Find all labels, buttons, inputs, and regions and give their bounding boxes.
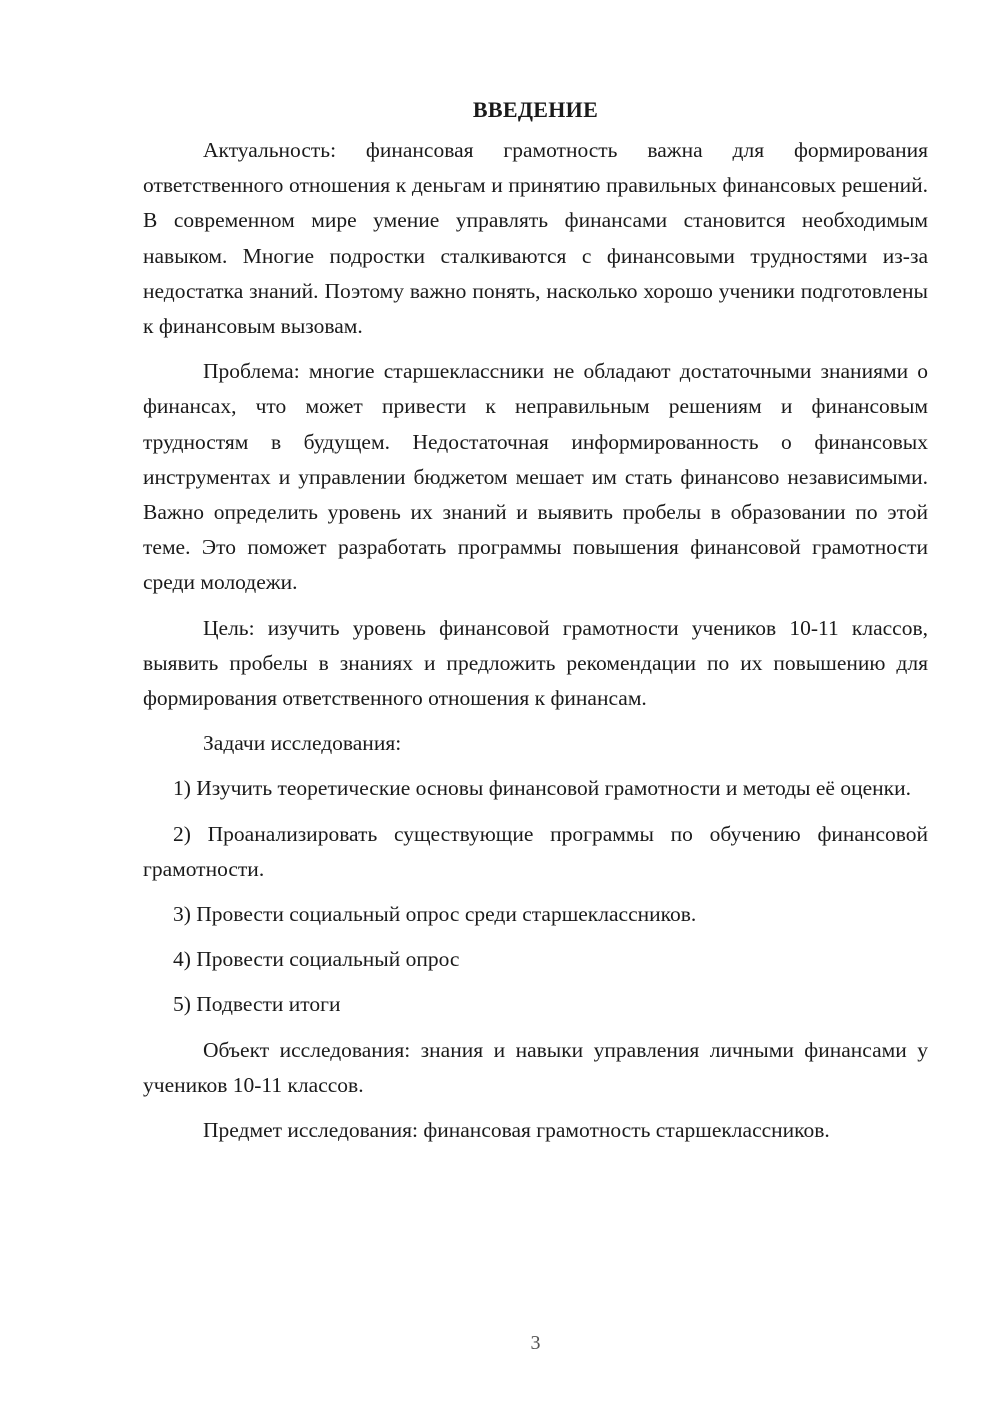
page-number: 3	[530, 1332, 541, 1354]
task-item-1: 1) Изучить теоретические основы финансовой грамотности и методы её оценки.	[173, 776, 911, 801]
task-item-5: 5) Подвести итоги	[173, 992, 341, 1017]
section-title: ВВЕДЕНИЕ	[472, 97, 599, 122]
subject-paragraph: Предмет исследования: финансовая грамотность старшеклассников.	[203, 1118, 830, 1143]
document-page	[143, 92, 928, 1148]
relevance-paragraph: Актуальность: финансовая грамотность важна для формирования ответственного отношения к деньгам и принятию правильных финансовых решений. В современном мире умение управлять финансами становится необходимым навыком. Многие подростки сталкиваются с финансовыми трудностями из-за недостатка знаний. Поэтому важно понять, насколько хорошо ученики подготовлены к финансовым вызовам.	[143, 138, 928, 339]
object-paragraph: Объект исследования: знания и навыки управления личными финансами у учеников 10-11 классов.	[143, 1037, 928, 1097]
problem-paragraph: Проблема: многие старшеклассники не обладают достаточными знаниями о финансах, что может привести к неправильным решениям и финансовым трудностям в будущем. Недостаточная информированность о финансовых инструментах и управлении бюджетом мешает им стать финансово независимыми. Важно определить уровень их знаний и выявить пробелы в образовании по этой теме. Это поможет разработать программы повышения финансовой грамотности среди молодежи.	[143, 359, 928, 595]
task-item-2: 2) Проанализировать существующие программы по обучению финансовой грамотности.	[143, 821, 928, 881]
task-item-4: 4) Провести социальный опрос	[173, 947, 460, 972]
goal-paragraph: Цель: изучить уровень финансовой грамотности учеников 10-11 классов, выявить пробелы в знаниях и предложить рекомендации по их повышению для формирования ответственного отношения к финансам.	[143, 615, 928, 711]
tasks-heading: Задачи исследования:	[203, 731, 402, 756]
task-item-3: 3) Провести социальный опрос среди старшеклассников.	[173, 902, 697, 927]
